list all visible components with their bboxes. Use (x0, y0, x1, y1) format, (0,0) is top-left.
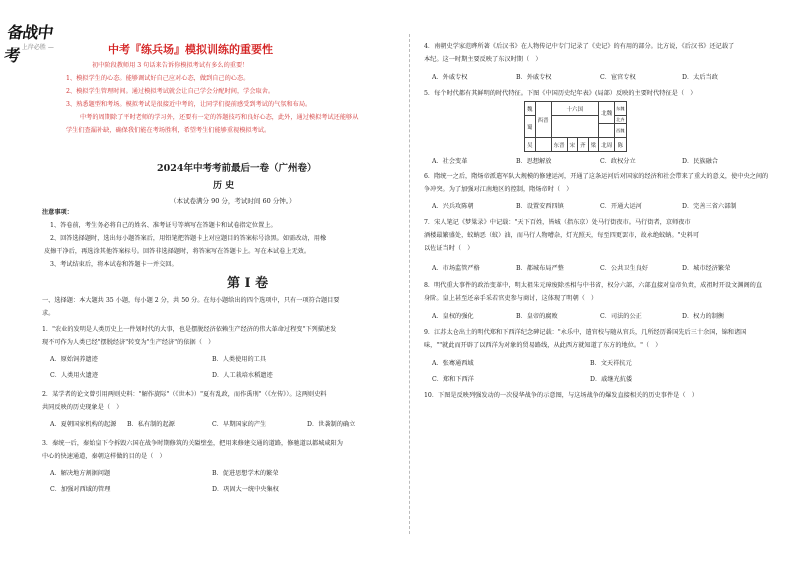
q4-option-b[interactable]: B．外戚专权 (516, 74, 552, 81)
exam-meta: （本试卷满分 90 分，考试时间 60 分钟。） (170, 197, 296, 205)
q3-option-b[interactable]: B．促进思想学术的繁荣 (212, 470, 279, 477)
q1-stem-2: 现不可作为人类已经"摆脱经济"转变为"生产经济"的依据（ ） (42, 339, 215, 346)
cell-chen: 陈 (615, 138, 626, 152)
q5-option-d[interactable]: D．民族融合 (682, 158, 718, 165)
q5-option-a[interactable]: A．社会变革 (432, 158, 468, 165)
logo-subtitle: — 上岸必胜 — (14, 44, 54, 51)
q2-stem-1: 2．某学者的论文曾引用两则史料："解作旋际"（《世本》）"夏有乱政，而作禹刑"（《左传》）。这两则史料 (42, 391, 327, 398)
q8-option-c[interactable]: C．司法的公正 (600, 313, 642, 320)
logo (2, 20, 64, 65)
q7-option-b[interactable]: B．都城布局严整 (516, 265, 564, 272)
cell-dongjin: 东晋 (551, 138, 567, 152)
notice-label: 注意事项： (42, 209, 73, 216)
q10-stem: 10．下图是反映列强发动的一次侵华战争的示意图，与这场战争的爆发直接相关的历史事件是（ ） (424, 392, 698, 399)
q6-option-d[interactable]: D．完善三省六部制 (682, 203, 737, 210)
q2-option-d[interactable]: D．世袭制的确立 (307, 421, 356, 428)
q3-option-c[interactable]: C．加强对西域的管理 (50, 486, 111, 493)
cell-liang: 梁 (588, 138, 599, 152)
q7-option-c[interactable]: C．公共卫生良好 (600, 265, 649, 272)
q1-stem-1: 1．"农业的发明是人类历史上一件划时代的大事，也是摆脱经济依赖生产经济的伟大革命过程变"下列描述发 (42, 326, 337, 333)
q9-option-b[interactable]: B．文天祥抗元 (590, 360, 632, 367)
section-intro-1: 一、选择题：本大题共 35 小题，每小题 2 分，共 50 分。在每小题给出的四个选项中，只有一项符合题目要 (42, 297, 340, 304)
q4-stem-1: 4．南朝史学家范晔所著《后汉书》在人物传记中专门记录了《史记》的有用的部分。比方说，《后汉书》还记载了 (424, 43, 735, 50)
notice-2: 2、回答选择题时，选出每小题答案后，用铅笔把答题卡上对应题目的答案标号涂黑。如需改动，用橡 (50, 235, 327, 242)
q1-option-a[interactable]: A．原始饲养遗迹 (50, 356, 98, 363)
q7-option-a[interactable]: A．市场监管严格 (432, 265, 480, 272)
notice-3: 3、考试结束后，将本试卷和答题卡一并交回。 (50, 261, 178, 268)
q2-option-c[interactable]: C．早期国家的产生 (212, 421, 267, 428)
banner-title: 中考『练兵场』模拟训练的重要性 (108, 43, 273, 56)
intro-point-3: 3、熟悉题型和考场。模拟考试是很接近中考的，让同学们提前感受到考试的气氛和布局。 (66, 101, 312, 108)
cell-qi: 齐 (578, 138, 589, 152)
q9-stem-2: 味，""就此而开辟了以西洋为对象的贸易路线，从此西方就知道了东方的地位。"（ ） (424, 342, 662, 349)
cell-beiwei: 北魏 (599, 102, 615, 124)
q5-option-c[interactable]: C．政权分立 (600, 158, 636, 165)
intro-closing-2: 学生们查漏补缺，确保我们能在考场胜利，希望考生们能够重视模拟考试。 (66, 127, 271, 134)
q6-option-c[interactable]: C．开通大运河 (600, 203, 642, 210)
q9-option-d[interactable]: D．戚继光抗倭 (590, 376, 633, 383)
logo-text: 备战中考 (2, 23, 54, 65)
q4-option-a[interactable]: A．外戚专权 (432, 74, 468, 81)
q6-stem-1: 6．隋统一之后，隋炀帝派遣军队大规模的修建运河，开通了这条运河后对国家的经济和社会带来了重大的意义，使中央之间的 (424, 173, 769, 180)
q1-option-d[interactable]: D．人工栽培水稻遗迹 (212, 372, 273, 379)
q8-option-d[interactable]: D．权力的制衡 (682, 313, 725, 320)
q8-stem-1: 8．明代重大事件的政治变革中，明太祖朱元璋废除丞相与中书省，权分六部，六部直接对皇帝负责，成祖时开设文渊阁的直 (424, 282, 763, 289)
intro-lead: 初中阶段教师用 3 句话来告诉你模拟考试有多么的重要！ (92, 62, 249, 69)
cell-dongwei: 东魏 (615, 102, 626, 116)
notice-2-cont: 皮擦干净后，再选涂其他答案标号。回答非选择题时，将答案写在答题卡上。写在本试卷上无效。 (44, 248, 311, 255)
intro-point-2: 2、模拟学生管理时间。通过模拟考试就会让自己学会分配时间，学会取舍。 (66, 88, 275, 95)
q9-option-c[interactable]: C．郑和下西洋 (432, 376, 474, 383)
q7-stem-3: 以佐证当时（ ） (424, 245, 474, 252)
intro-closing-1: 中考的周期除了平时老师的学习外，还要有一定的答题技巧和良好心态，此外，通过模拟考试还能够从 (80, 114, 359, 121)
exam-subject: 历 史 (213, 181, 235, 191)
q8-option-a[interactable]: A．皇权的强化 (432, 313, 474, 320)
q4-stem-2: 本纪。这一时期主要反映了东汉时期（ ） (424, 56, 542, 63)
q6-option-b[interactable]: B．设置安西四镇 (516, 203, 564, 210)
cell-shu: 蜀 (525, 116, 536, 138)
q8-option-b[interactable]: B．皇帝的腐败 (516, 313, 558, 320)
q5-stem: 5．每个时代都有其鲜明的时代特征。下图《中国历史纪年表》(局部）反映的主要时代特征是（ ） (424, 90, 697, 97)
cell-wu: 吴 (525, 138, 536, 152)
cell-xijin: 西晋 (535, 102, 551, 138)
q9-stem-1: 9．江苏太仓出土的明代郑和下西洋纪念碑记载："永乐中，遣官校与随从官兵，几所经历番国先后三十余国，锦和诸国 (424, 329, 747, 336)
q7-stem-1: 7．宋人笔记《梦粱录》中记载："天下百姓，皆城（指东京）处马行街夜市。马行街者，京师夜市 (424, 219, 691, 226)
q2-stem-2: 共同反映的历史现象是（ ） (42, 404, 123, 411)
q6-option-a[interactable]: A．兴兵攻陈朝 (432, 203, 474, 210)
q7-stem-2: 酒楼最繁盛处，蚊蚋恶（蚊）油，而马行人物嘈杂，灯光照天，每至四更罢市，故永绝蚊蚋。"史料可 (424, 232, 700, 239)
q5-option-b[interactable]: B．思想解放 (516, 158, 552, 165)
q6-stem-2: 争冲突。为了加强对江南地区的控制，隋炀帝时（ ） (424, 186, 573, 193)
cell-wei: 魏 (525, 102, 536, 116)
q1-option-b[interactable]: B．人类使用的工具 (212, 356, 267, 363)
notice-1: 1、答卷前，考生务必将自己的姓名、准考证号等填写在答题卡和试卷指定位置上。 (50, 222, 277, 229)
history-chronology-table (524, 101, 627, 152)
q8-stem-2: 身阶。皇上甚至还亲手采若官吏参与商讨，这体现了明朝（ ） (424, 295, 598, 302)
section-intro-2: 求。 (42, 310, 55, 317)
exam-title: 2024年中考考前最后一卷（广州卷） (157, 163, 317, 174)
q1-option-c[interactable]: C．人类用火遗迹 (50, 372, 99, 379)
q3-stem-1: 3．秦统一后，秦始皇下令拆毁六国在战争时期修筑的关隘壁垒，把用来修建交通的道路，修驰道以都城咸阳为 (42, 440, 343, 447)
q4-option-d[interactable]: D．太后当政 (682, 74, 718, 81)
cell-sixteen: 十六国 (551, 102, 599, 116)
cell-song: 宋 (567, 138, 578, 152)
intro-point-1: 1、模拟学生的心态。能够调试好自己应对心态，做到自己的心态。 (66, 75, 250, 82)
part-heading: 第 I 卷 (227, 276, 269, 291)
cell-xiwei: 西魏 (615, 124, 626, 138)
q4-option-c[interactable]: C．宦官专权 (600, 74, 636, 81)
q9-option-a[interactable]: A．张骞通西域 (432, 360, 474, 367)
q3-option-d[interactable]: D．巩固大一统中央集权 (212, 486, 279, 493)
q7-option-d[interactable]: D．城市经济繁荣 (682, 265, 731, 272)
q3-option-a[interactable]: A．解决地方割据问题 (50, 470, 111, 477)
q2-option-a[interactable]: A．夏朝国家机构的起源 (50, 421, 117, 428)
column-divider (409, 34, 410, 534)
q3-stem-2: 中心的快速通道，秦朝这样做的目的是（ ） (42, 453, 166, 460)
cell-beiqi: 北齐 (616, 116, 625, 122)
q2-option-b[interactable]: B．私有制的起源 (127, 421, 175, 428)
cell-beizhou: 北周 (599, 138, 615, 152)
